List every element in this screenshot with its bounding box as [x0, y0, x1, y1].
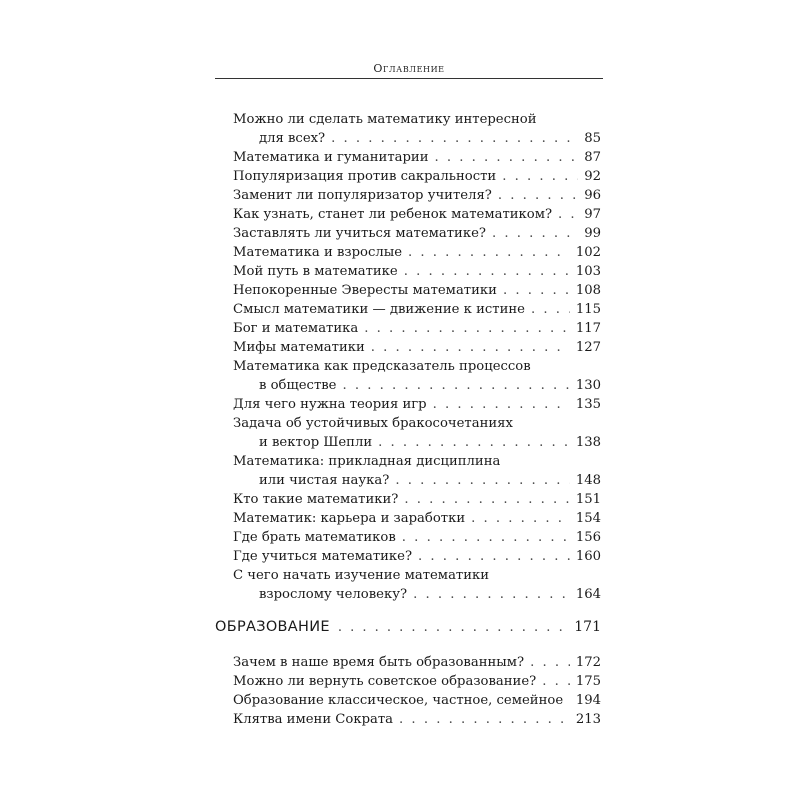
leader-dots — [531, 300, 570, 320]
leader-dots — [404, 490, 569, 510]
toc-entry-title: Образование классическое, частное, семейное — [233, 693, 564, 708]
toc-entry-9[interactable] — [233, 300, 601, 320]
leader-dots — [502, 167, 578, 187]
toc-entry-title: и вектор Шепли — [259, 435, 373, 450]
toc-entry-title: Мой путь в математике — [233, 264, 398, 279]
toc-entry-4[interactable] — [233, 205, 601, 225]
leader-dots — [364, 319, 570, 339]
leader-dots — [413, 585, 570, 605]
toc-entry-page: 135 — [575, 397, 601, 412]
toc-entry-title: Бог и математика — [233, 321, 359, 336]
toc-entry-page: 102 — [575, 245, 601, 260]
toc-entry-page: 213 — [575, 712, 601, 727]
leader-dots — [435, 148, 579, 168]
leader-dots — [399, 710, 570, 730]
toc-entry-16[interactable] — [233, 490, 601, 510]
leader-dots — [338, 617, 566, 639]
leader-dots — [395, 471, 570, 491]
toc-entry-title: Математик: карьера и заработки — [233, 511, 466, 526]
toc-entry-page: 138 — [575, 435, 601, 450]
toc-entry-title: Как узнать, станет ли ребенок математиком? — [233, 207, 553, 222]
toc-section-education[interactable] — [215, 616, 601, 638]
toc-entry-5[interactable] — [233, 224, 601, 244]
toc-entry-page: 156 — [575, 530, 601, 545]
toc-entry-title: Смысл математики — движение к истине — [233, 302, 525, 317]
leader-dots — [530, 653, 570, 673]
toc-entry-page: 96 — [584, 188, 601, 203]
toc-entry-page: 172 — [575, 655, 601, 670]
toc-entry-title: Математика и гуманитарии — [233, 150, 429, 165]
toc-entry-title: взрослому человеку? — [259, 587, 408, 602]
toc-entry-page: 130 — [575, 378, 601, 393]
toc-entry-7[interactable] — [233, 262, 601, 282]
toc-entry-title: для всех? — [259, 131, 326, 146]
toc-entry-17[interactable] — [233, 509, 601, 529]
header-rule — [215, 78, 603, 79]
toc-entry-page: 92 — [584, 169, 601, 184]
toc-entry-10[interactable] — [233, 319, 601, 339]
toc-entry-13[interactable] — [233, 395, 601, 415]
toc-entry-title: Математика и взрослые — [233, 245, 403, 260]
leader-dots — [558, 205, 578, 225]
toc-entry-page: 164 — [575, 587, 601, 602]
leader-dots — [542, 672, 570, 692]
toc-entry-title: Кто такие математики? — [233, 492, 399, 507]
toc-entry-page: 87 — [584, 150, 601, 165]
leader-dots — [342, 376, 569, 396]
toc-entry-title: Мифы математики — [233, 340, 365, 355]
section-title: ОБРАЗОВАНИЕ — [215, 619, 330, 635]
toc-entry-title: Можно ли вернуть советское образование? — [233, 674, 537, 689]
leader-dots — [408, 243, 570, 263]
toc-entry-title: в обществе — [259, 378, 337, 393]
leader-dots — [433, 395, 570, 415]
toc-entry-12-line1: Математика как предсказатель процессов — [233, 359, 531, 374]
toc-entry-page: 154 — [575, 511, 601, 526]
toc-entry-page: 127 — [575, 340, 601, 355]
leader-dots — [569, 691, 570, 711]
toc-entry-title: Непокоренные Эвересты математики — [233, 283, 497, 298]
toc-entry-page: 97 — [584, 207, 601, 222]
toc-entry-3[interactable] — [233, 186, 601, 206]
toc-entry-page: 108 — [575, 283, 601, 298]
running-head: Оглавление — [373, 62, 445, 75]
toc-entry-18[interactable] — [233, 528, 601, 548]
toc-entry-2[interactable] — [233, 167, 601, 187]
toc-entry-page: 194 — [575, 693, 601, 708]
toc-entry-1[interactable] — [233, 148, 601, 168]
toc-entry-page: 99 — [584, 226, 601, 241]
toc-entry-title: Зачем в наше время быть образованным? — [233, 655, 525, 670]
toc-entry-15[interactable] — [233, 471, 601, 491]
toc-entry-14-line1: Задача об устойчивых бракосочетаниях — [233, 416, 513, 431]
toc-entry-title: Популяризация против сакральности — [233, 169, 497, 184]
toc-entry-page: 175 — [575, 674, 601, 689]
toc-entry-14[interactable] — [233, 433, 601, 453]
toc-section-entry-0[interactable] — [233, 653, 601, 673]
toc-entry-title: или чистая наука? — [259, 473, 390, 488]
toc-section-entry-3[interactable] — [233, 710, 601, 730]
leader-dots — [331, 129, 578, 149]
toc-entry-20-line1: С чего начать изучение математики — [233, 568, 490, 583]
leader-dots — [371, 338, 570, 358]
toc-entry-title: Клятва имени Сократа — [233, 712, 394, 727]
toc-entry-title: Где брать математиков — [233, 530, 396, 545]
toc-entry-page: 160 — [575, 549, 601, 564]
toc-entry-19[interactable] — [233, 547, 601, 567]
toc-section-entry-2[interactable] — [233, 691, 601, 711]
section-page: 171 — [574, 619, 601, 635]
toc-entry-8[interactable] — [233, 281, 601, 301]
toc-entry-title: Заставлять ли учиться математике? — [233, 226, 486, 241]
toc-entry-0-line1: Можно ли сделать математику интересной — [233, 112, 537, 127]
toc-entry-11[interactable] — [233, 338, 601, 358]
toc-entry-page: 115 — [575, 302, 601, 317]
leader-dots — [402, 528, 570, 548]
toc-entry-page: 103 — [575, 264, 601, 279]
toc-entry-page: 148 — [575, 473, 601, 488]
leader-dots — [503, 281, 570, 301]
leader-dots — [418, 547, 570, 567]
leader-dots — [498, 186, 578, 206]
toc-entry-page: 85 — [584, 131, 601, 146]
leader-dots — [378, 433, 570, 453]
toc-entry-title: Для чего нужна теория игр — [233, 397, 427, 412]
leader-dots — [492, 224, 578, 244]
toc-entry-15-line1: Математика: прикладная дисциплина — [233, 454, 501, 469]
toc-entry-page: 117 — [575, 321, 601, 336]
toc-entry-title: Заменит ли популяризатор учителя? — [233, 188, 492, 203]
leader-dots — [404, 262, 570, 282]
toc-entry-20[interactable] — [233, 585, 601, 605]
toc-entry-6[interactable] — [233, 243, 601, 263]
toc-entry-12[interactable] — [233, 376, 601, 396]
toc-entry-page: 151 — [575, 492, 601, 507]
toc-entry-0[interactable] — [233, 129, 601, 149]
leader-dots — [471, 509, 570, 529]
toc-entry-title: Где учиться математике? — [233, 549, 413, 564]
toc-section-entry-1[interactable] — [233, 672, 601, 692]
